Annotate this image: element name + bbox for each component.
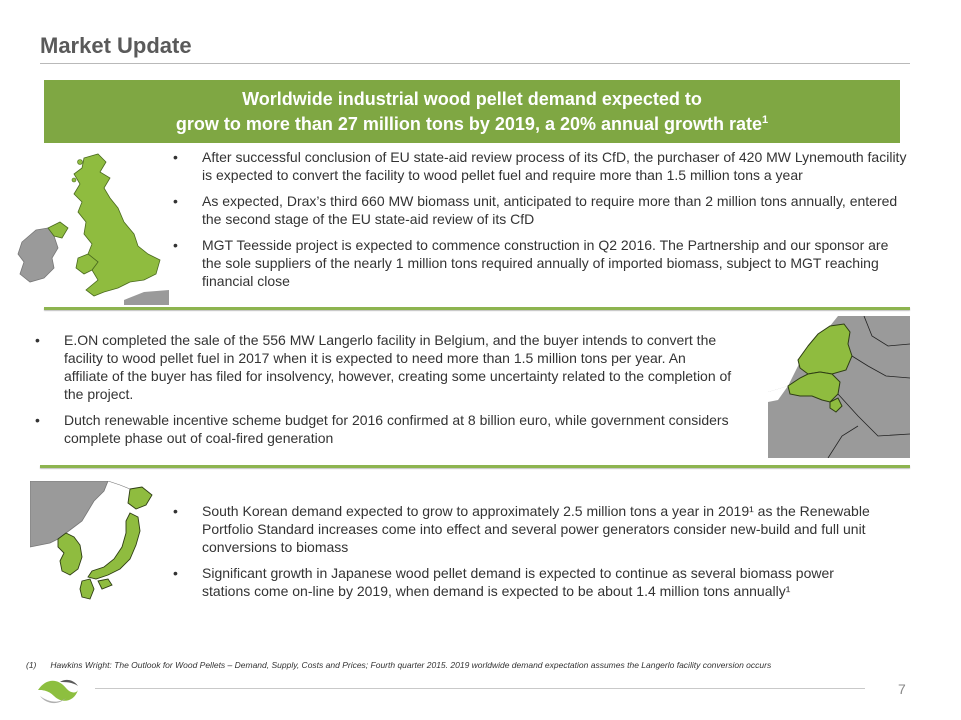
list-item (170, 502, 880, 556)
headline-banner (44, 80, 900, 143)
uk-ireland-map (14, 150, 169, 305)
banner-line-2 (44, 112, 900, 137)
list-item (32, 411, 732, 447)
isle-shape (78, 160, 83, 165)
list-item (170, 236, 910, 290)
bullet-glyph: • (35, 332, 40, 348)
asia-bullet-text: Significant growth in Japanese wood pellet demand is expected to continue as several biomass power stations come on-line by 2019, when demand is expected to be about 1.4 million tons annually¹ (202, 565, 834, 599)
banner-line-1: Worldwide industrial wood pellet demand expected to (242, 89, 702, 109)
footer-rule (95, 688, 865, 689)
uk-bullet-text: After successful conclusion of EU state-aid review process of its CfD, the purchaser of 420 MW Lynemouth facility is expected to convert the facility to wood pellet fuel and require more than 1.5 million tons a year (202, 149, 907, 183)
benelux-bullet-text: E.ON completed the sale of the 556 MW Langerlo facility in Belgium, and the buyer intends to convert the facility to wood pellet fuel in 2017 when it is expected to need more than 1.5 million tons per year. An affiliate of the buyer has filed for insolvency, however, creating some uncertainty related to the completion of the project. (64, 332, 732, 402)
uk-bullet-list (170, 148, 910, 298)
banner-footnote-ref: 1 (762, 114, 769, 126)
list-item (170, 564, 880, 600)
page-title: Market Update (40, 33, 192, 58)
isle-shape (72, 178, 76, 182)
asia-bullet-list (170, 502, 880, 608)
company-logo-icon (36, 676, 80, 706)
list-item (32, 331, 732, 403)
page-number: 7 (898, 681, 906, 697)
section-divider (40, 465, 910, 468)
footnote (26, 660, 916, 670)
uk-bullet-text: MGT Teesside project is expected to commence construction in Q2 2016. The Partnership and our sponsor are the sole suppliers of the nearly 1 million tons required annually of imported biomass, subject to MGT reaching financial close (202, 237, 889, 289)
title-rule (40, 63, 910, 64)
footnote-number: (1) (26, 660, 37, 670)
asia-bullet-text: South Korean demand expected to grow to approximately 2.5 million tons a year in 2019¹ as the Renewable Portfolio Standard increases come into effect and several power generators consider new-build and full unit conversions to biomass (202, 503, 870, 555)
uk-bullet-text: As expected, Drax’s third 660 MW biomass unit, anticipated to require more than 2 million tons annually, entered the second stage of the EU state-aid review of its CfD (202, 193, 898, 227)
bullet-glyph: • (173, 565, 178, 581)
footnote-text: Hawkins Wright: The Outlook for Wood Pellets – Demand, Supply, Costs and Prices; Fourth quarter 2015. 2019 worldwide demand expectation assumes the Langerlo facility conversion occurs (50, 660, 772, 670)
section-divider (44, 307, 910, 310)
benelux-bullet-list (32, 331, 732, 455)
banner-line-2-text: grow to more than 27 million tons by 2019, a 20% annual growth rate (175, 114, 762, 134)
benelux-map (768, 316, 910, 458)
benelux-bullet-text: Dutch renewable incentive scheme budget for 2016 confirmed at 8 billion euro, while government considers complete phase out of coal-fired generation (64, 412, 729, 446)
bullet-glyph: • (173, 503, 178, 519)
bullet-glyph: • (173, 193, 178, 209)
bullet-glyph: • (173, 149, 178, 165)
list-item (170, 148, 910, 184)
korea-japan-map (30, 481, 170, 623)
bullet-glyph: • (173, 237, 178, 253)
list-item (170, 192, 910, 228)
bullet-glyph: • (35, 412, 40, 428)
